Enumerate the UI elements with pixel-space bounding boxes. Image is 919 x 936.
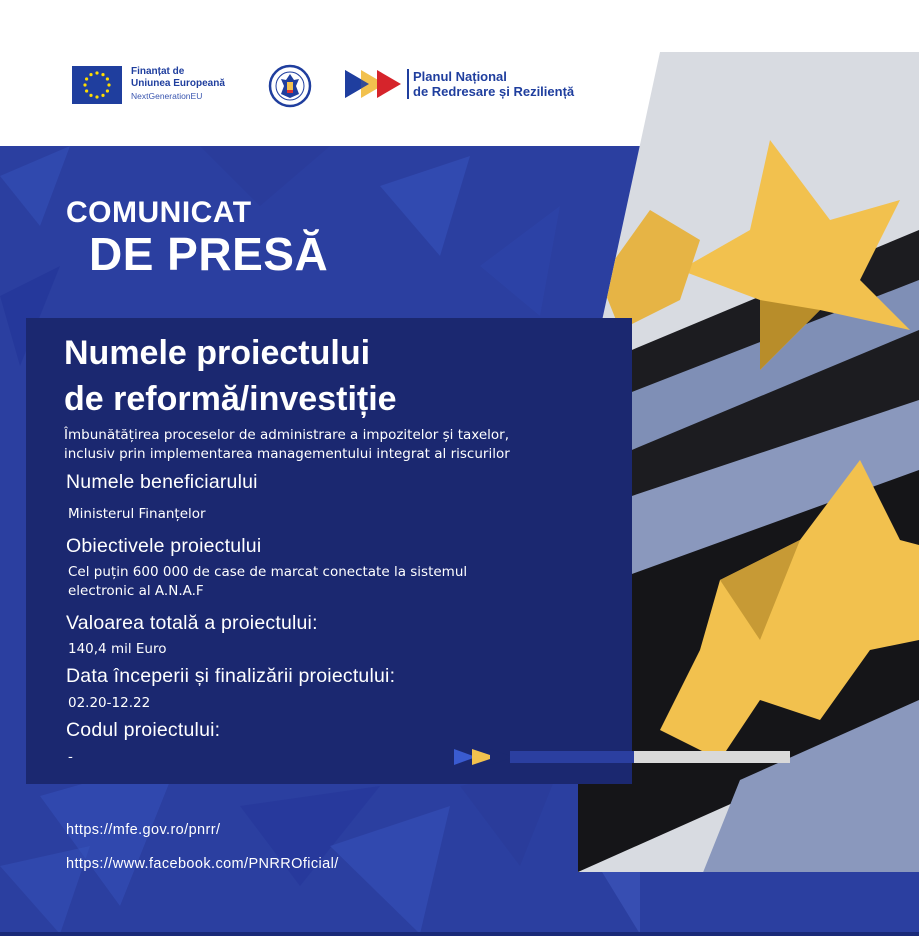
website-link[interactable]: https://mfe.gov.ro/pnrr/ xyxy=(66,822,221,838)
eu-line-1: Finanțat de xyxy=(131,66,185,77)
objectives-line-2: electronic al A.N.A.F xyxy=(68,583,204,599)
dates-label: Data începerii și finalizării proiectului: xyxy=(66,665,396,687)
project-description xyxy=(64,426,510,464)
project-code-value: - xyxy=(68,749,73,765)
objectives-label: Obiectivele proiectului xyxy=(66,535,262,557)
pnrr-line-2: de Redresare și Reziliență xyxy=(413,84,575,99)
facebook-link[interactable]: https://www.facebook.com/PNRROficial/ xyxy=(66,856,339,872)
total-value-label: Valoarea totală a proiectului: xyxy=(66,612,318,634)
decorative-bar xyxy=(452,746,792,768)
headline-line-1: COMUNICAT xyxy=(66,196,252,229)
eu-line-3: NextGenerationEU xyxy=(131,91,203,101)
bottom-border xyxy=(0,932,919,936)
beneficiary-label: Numele beneficiarului xyxy=(66,471,258,493)
total-value: 140,4 mil Euro xyxy=(68,641,167,657)
project-description-line-2: inclusiv prin implementarea managementului integrat al riscurilor xyxy=(64,446,510,462)
project-description-line-1: Îmbunătățirea proceselor de administrare a impozitelor și taxelor, xyxy=(64,427,509,443)
project-title xyxy=(64,330,397,422)
objectives-line-1: Cel puțin 600 000 de case de marcat conectate la sistemul xyxy=(68,564,468,580)
pnrr-line-1: Planul Național xyxy=(413,69,507,84)
project-title-line-2: de reformă/investiție xyxy=(64,380,397,418)
project-title-line-1: Numele proiectului xyxy=(64,334,371,372)
beneficiary-value: Ministerul Finanțelor xyxy=(68,506,206,522)
dates-value: 02.20-12.22 xyxy=(68,695,151,711)
eu-line-2: Uniunea Europeană xyxy=(131,78,225,89)
objectives-value xyxy=(68,563,467,601)
headline-line-2: DE PRESĂ xyxy=(89,228,329,280)
project-code-label: Codul proiectului: xyxy=(66,719,221,741)
press-release-headline xyxy=(66,196,328,278)
